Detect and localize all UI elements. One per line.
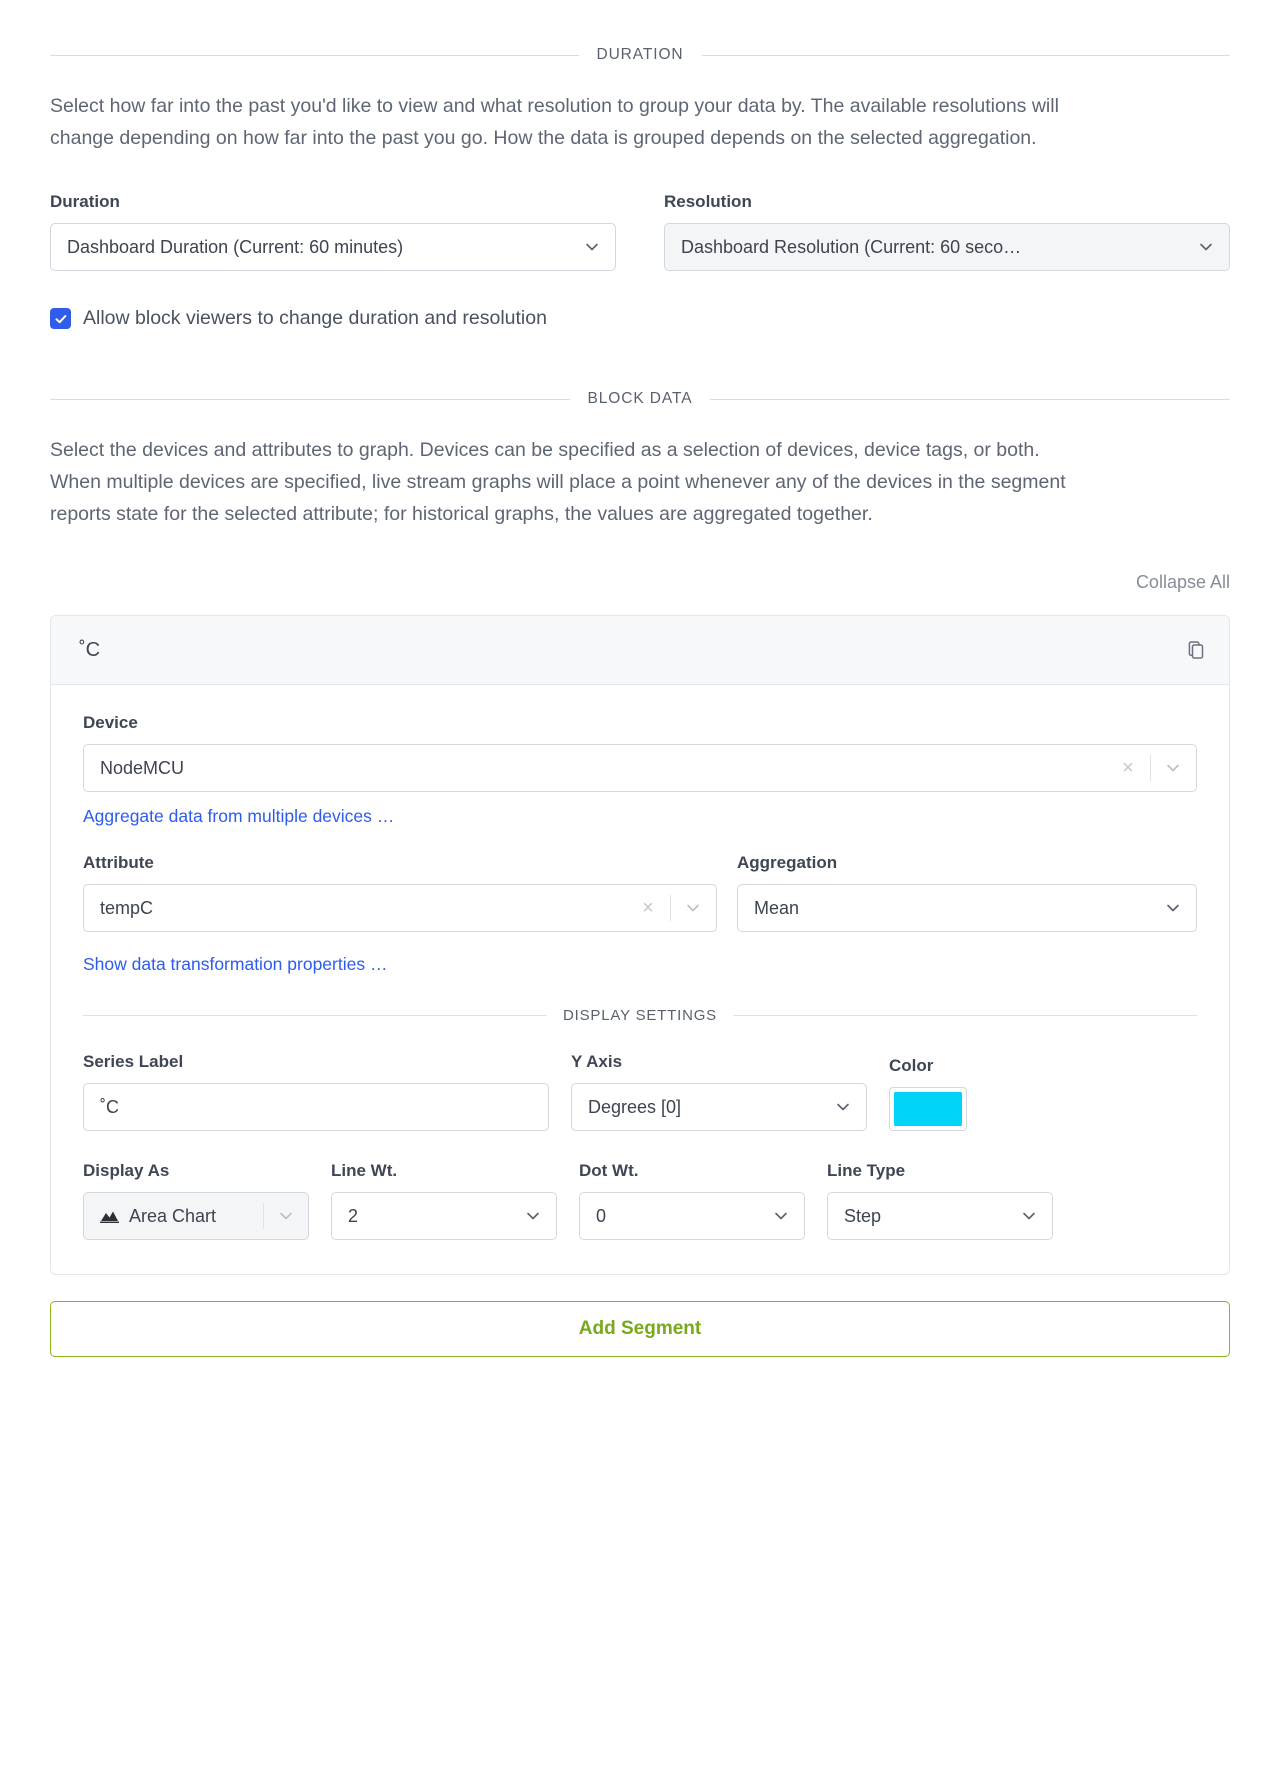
- y-axis-select[interactable]: [571, 1083, 867, 1131]
- duration-select-value: Dashboard Duration (Current: 60 minutes): [67, 236, 404, 257]
- line-weight-field-label: Line Wt.: [331, 1161, 398, 1180]
- aggregation-field-label: Aggregation: [737, 853, 838, 872]
- resolution-field-label: Resolution: [664, 192, 752, 211]
- color-field: [889, 1056, 967, 1131]
- series-label-value: ˚C: [100, 1096, 119, 1117]
- y-axis-field: [571, 1052, 867, 1131]
- divider: [670, 895, 671, 921]
- duration-controls-row: [50, 192, 1230, 271]
- y-axis-select-value: Degrees [0]: [588, 1096, 682, 1117]
- chevron-down-icon: [1162, 897, 1184, 919]
- attribute-field-label: Attribute: [83, 853, 154, 872]
- divider: [1150, 755, 1151, 781]
- attribute-select-value: tempC: [100, 897, 154, 918]
- color-swatch: [894, 1092, 962, 1126]
- resolution-field: [664, 192, 1230, 271]
- attribute-field: [83, 853, 717, 932]
- series-label-field-label: Series Label: [83, 1052, 184, 1071]
- segment-card: [50, 615, 1230, 1275]
- device-select[interactable]: [83, 744, 1197, 792]
- duration-select[interactable]: [50, 223, 616, 271]
- duration-section-title: DURATION: [596, 46, 684, 63]
- display-settings-title: DISPLAY SETTINGS: [563, 1007, 717, 1024]
- series-label-field: [83, 1052, 549, 1131]
- chevron-down-icon: [522, 1205, 544, 1227]
- line-type-select[interactable]: [827, 1192, 1053, 1240]
- aggregation-field: [737, 853, 1197, 932]
- display-as-value: Area Chart: [129, 1205, 217, 1226]
- chevron-down-icon: [1018, 1205, 1040, 1227]
- dot-weight-value: 0: [596, 1205, 607, 1226]
- chevron-down-icon[interactable]: [1162, 757, 1184, 779]
- attribute-select[interactable]: [83, 884, 717, 932]
- aggregation-select[interactable]: [737, 884, 1197, 932]
- display-settings-row-1: [83, 1052, 1197, 1131]
- divider-line-right: [702, 55, 1231, 56]
- divider-line-left: [50, 55, 579, 56]
- color-swatch-button[interactable]: [889, 1087, 967, 1131]
- resolution-select-value: Dashboard Resolution (Current: 60 seco…: [681, 236, 1022, 257]
- line-type-value: Step: [844, 1205, 882, 1226]
- block-data-section-title: BLOCK DATA: [587, 390, 693, 407]
- color-field-label: Color: [889, 1056, 934, 1075]
- divider-line-right: [733, 1015, 1197, 1016]
- chevron-down-icon[interactable]: [264, 1205, 308, 1227]
- display-as-field: [83, 1161, 309, 1240]
- add-segment-button[interactable]: Add Segment: [50, 1301, 1230, 1357]
- attribute-row: [83, 853, 1197, 932]
- display-as-field-label: Display As: [83, 1161, 170, 1180]
- duration-field-label: Duration: [50, 192, 120, 211]
- duration-description: Select how far into the past you'd like to view and what resolution to group your data by. The available resolutions will change depending on how far into the past you go. How the data is grouped depends on the selected aggregation.: [50, 95, 1059, 149]
- chevron-down-icon: [1195, 236, 1217, 258]
- line-type-field: [827, 1161, 1053, 1240]
- dot-weight-select[interactable]: [579, 1192, 805, 1240]
- block-data-section-header: [50, 330, 1230, 408]
- copy-icon[interactable]: [1185, 639, 1207, 661]
- device-field-label: Device: [83, 713, 138, 732]
- duration-field: [50, 192, 616, 271]
- segment-title: ˚C: [79, 638, 101, 661]
- allow-viewers-label: Allow block viewers to change duration and resolution: [83, 307, 547, 329]
- chevron-down-icon[interactable]: [682, 897, 704, 919]
- display-settings-header: [83, 1007, 1197, 1024]
- line-type-field-label: Line Type: [827, 1161, 906, 1180]
- segment-card-header[interactable]: [51, 616, 1229, 685]
- line-weight-value: 2: [348, 1205, 359, 1226]
- y-axis-field-label: Y Axis: [571, 1052, 623, 1071]
- area-chart-icon: [100, 1209, 119, 1224]
- allow-viewers-checkbox[interactable]: [50, 308, 71, 329]
- block-data-description: Select the devices and attributes to graph. Devices can be specified as a selection of devices, device tags, or both. When multiple devices are specified, live stream graphs will place a point whenever any of the devices in the segment reports state for the selected attribute; for historical graphs, the values are aggregated together.: [50, 439, 1066, 525]
- segment-card-body: [51, 685, 1229, 1274]
- clear-icon[interactable]: ×: [1122, 757, 1134, 779]
- divider-line-right: [710, 399, 1230, 400]
- resolution-select[interactable]: [664, 223, 1230, 271]
- series-label-input[interactable]: [83, 1083, 549, 1131]
- dot-weight-field-label: Dot Wt.: [579, 1161, 639, 1180]
- divider-line-left: [50, 399, 570, 400]
- duration-section-header: [50, 0, 1230, 64]
- show-data-transformation-link[interactable]: Show data transformation properties …: [83, 954, 388, 974]
- line-weight-select[interactable]: [331, 1192, 557, 1240]
- device-select-value: NodeMCU: [100, 757, 185, 778]
- dot-weight-field: [579, 1161, 805, 1240]
- collapse-all-row: [50, 572, 1230, 593]
- line-weight-field: [331, 1161, 557, 1240]
- chevron-down-icon: [770, 1205, 792, 1227]
- display-as-select[interactable]: [83, 1192, 309, 1240]
- chevron-down-icon: [581, 236, 603, 258]
- aggregation-select-value: Mean: [754, 897, 800, 918]
- display-settings-row-2: [83, 1161, 1197, 1240]
- clear-icon[interactable]: ×: [642, 897, 654, 919]
- allow-viewers-row[interactable]: [50, 307, 1230, 330]
- aggregate-devices-link[interactable]: Aggregate data from multiple devices …: [83, 806, 395, 826]
- collapse-all-button[interactable]: Collapse All: [1135, 572, 1230, 592]
- chevron-down-icon: [832, 1096, 854, 1118]
- divider-line-left: [83, 1015, 547, 1016]
